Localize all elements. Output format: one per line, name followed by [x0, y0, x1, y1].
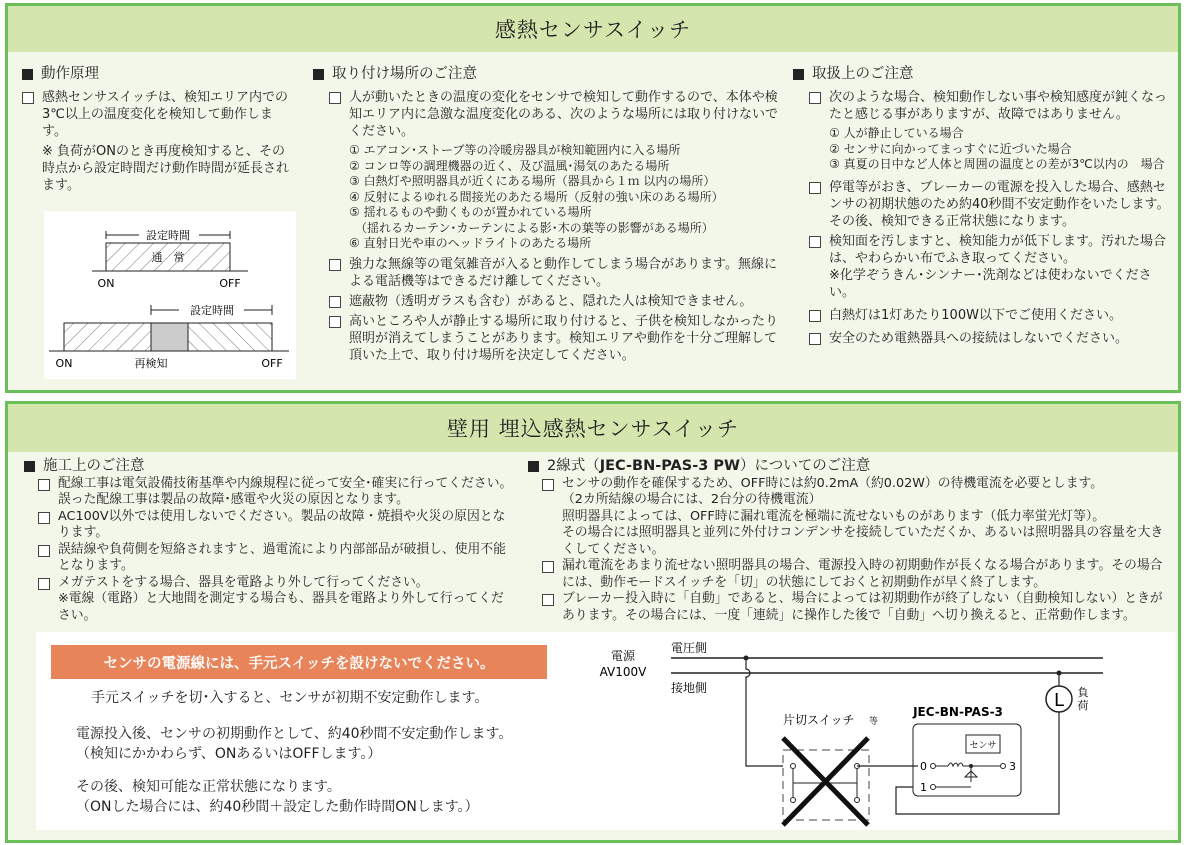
- timing-chart-diagram: [44, 211, 296, 379]
- normal-label: 通 常: [151, 251, 185, 264]
- item-text: 安全のため電熱器具への接続はしないでください。: [829, 330, 1129, 346]
- item-line: 照明器具によっては、OFF時に漏れ電流を極端に流せないものがあります（低力率蛍光灯等）。: [562, 508, 1106, 524]
- load-label: 負: [1077, 686, 1089, 699]
- bullet-square-icon: [793, 69, 804, 80]
- checkbox-icon: [22, 92, 34, 104]
- set-time-label: 設定時間: [190, 304, 234, 317]
- sub-item: ① エアコン･ストーブ等の冷暖房器具が検知範囲内に入る場所: [349, 143, 681, 157]
- switch-label: 片切スイッチ: [783, 713, 855, 727]
- bullet-square-icon: [528, 461, 539, 472]
- sub-item: （揺れるカーテン･カーテンによる影･木の葉等の影響がある場所）: [349, 220, 714, 235]
- checkbox-icon: [329, 92, 341, 104]
- checkbox-icon: [809, 182, 821, 194]
- bullet-square-icon: [22, 69, 33, 80]
- item-text: メガテストをする場合、器具を電路より外して行ってください。: [58, 574, 429, 590]
- on-label: ON: [55, 357, 73, 370]
- warning-line: 電源投入後、センサの初期動作として、約40秒間不安定動作します。: [76, 726, 513, 742]
- item-text: AC100V以外では使用しないでください。製品の故障・焼損や火災の原因となります。: [58, 508, 506, 540]
- item-text: 誤結線や負荷側を短絡されますと、過電流により内部部品が破損し、使用不能となります。: [58, 541, 506, 573]
- hot-side-label: 電圧側: [671, 641, 708, 655]
- item-text: 感熱センサスイッチは、検知エリア内での3℃以上の温度変化を検知して動作します。: [42, 90, 288, 139]
- item-text: センサの動作を確保するため、OFF時には約0.2mA（約0.02W）の待機電流を必要とします。: [562, 475, 1104, 491]
- sub-item: ② コンロ等の調理機器の近く、及び温風･湯気のあたる場所: [349, 158, 670, 173]
- item-text: ブレーカー投入時に「自動」であると、場合によっては初期動作が終了しない（自動検知しない）ときがあります。その場合には、一度「連続」に操作した後で「自動」へ切り換えると、正常動作します。: [562, 591, 1163, 623]
- set-time-label: 設定時間: [146, 229, 190, 242]
- item-text: 配線工事は電気設備技術基準や内線規程に従って安全･確実に行ってください。誤った配線工事は製品の故障･感電や火災の原因となります。: [58, 475, 513, 507]
- on-label: ON: [97, 277, 115, 290]
- section-heading-suffix: ）についてのご注意: [739, 458, 871, 474]
- checkbox-icon: [542, 561, 554, 573]
- off-label: OFF: [261, 357, 283, 370]
- terminal-3: 3: [1009, 760, 1016, 773]
- sub-item: ③ 真夏の日中など人体と周囲の温度との差が3℃以内の 場合: [829, 157, 1165, 171]
- checkbox-icon: [329, 259, 341, 271]
- section-heading: 取扱上のご注意: [812, 66, 914, 82]
- checkbox-icon: [809, 333, 821, 345]
- ground-side-label: 接地側: [671, 681, 708, 695]
- checkbox-icon: [809, 92, 821, 104]
- item-text: 強力な無線等の電気雑音が入ると動作してしまう場合があります。無線による電話機等はできるだけ離してください。: [349, 256, 777, 289]
- warning-line: （ONした場合には、約40秒間＋設定した動作時間ONします。）: [76, 799, 479, 815]
- construction-precautions-section: [24, 458, 514, 624]
- checkbox-icon: [38, 545, 50, 557]
- item-line: その場合には照明器具と並列に外付けコンデンサを接続していただくか、あるいは照明器具の容量を大きくしてください。: [562, 525, 1164, 557]
- power-label: 電源: [610, 649, 636, 663]
- warning-line: その後、検知可能な正常状態になります。: [76, 779, 341, 795]
- item-text: 人が動いたときの温度の変化をセンサで検知して動作するので、本体や検知エリア内に急激な温度変化のある、次のような場所には取り付けないでください。: [349, 90, 779, 139]
- warning-and-wiring-box: [36, 632, 1176, 830]
- two-wire-precautions-section: [528, 458, 1173, 624]
- sub-item: ① 人が静止している場合: [829, 126, 964, 140]
- section-heading: 施工上のご注意: [43, 458, 145, 474]
- wiring-diagram: [593, 632, 1133, 832]
- item-text: 高いところや人が静止する場所に取り付けると、子供を検知しなかったり照明が消えてしまうことがあります。検知エリアや動作を十分ご理解して頂いた上で、取り付け場所を決定してください。: [349, 313, 779, 363]
- installation-location-section: [313, 66, 783, 367]
- terminal-1: 1: [920, 781, 927, 794]
- redetect-label: 再検知: [134, 357, 168, 370]
- item-text: 漏れ電流をあまり流せない照明器具の場合、電源投入時の初期動作が長くなる場合があります。その場合には、動作モードスイッチを「切」の状態にしておくと初期動作が早く終了します。: [562, 558, 1163, 590]
- warning-banner: センサの電源線には、手元スイッチを設けないでください。: [51, 645, 547, 679]
- checkbox-icon: [809, 236, 821, 248]
- sub-item: ③ 白熱灯や照明器具が近くにある場所（器具から１ｍ 以内の場所）: [349, 174, 716, 188]
- item-text: 白熱灯は1灯あたり100W以下でご使用ください。: [829, 307, 1122, 323]
- switch-suffix: 等: [869, 717, 879, 727]
- model-number: JEC-BN-PAS-3 PW: [599, 458, 740, 474]
- note-text: ※電線（電路）と大地間を測定する場合も、器具を電路より外して行ってください。: [58, 591, 504, 623]
- checkbox-icon: [329, 316, 341, 328]
- sensor-label: センサ: [969, 741, 997, 751]
- section-heading: 取り付け場所のご注意: [332, 66, 477, 82]
- checkbox-icon: [38, 479, 50, 491]
- off-label: OFF: [219, 277, 241, 290]
- item-text: 停電等がおき、ブレーカーの電源を投入した場合、感熱センサの初期状態のため約40秒間不安定動作をいたします。その後、検知できる正常状態になります。: [829, 179, 1170, 229]
- operation-principle-section: [22, 66, 297, 370]
- load-symbol: L: [1053, 690, 1065, 711]
- checkbox-icon: [38, 512, 50, 524]
- sub-item: ④ 反射によるゆれる間接光のあたる場所（反射の強い床のある場所）: [349, 189, 724, 204]
- warning-line: 手元スイッチを切･入すると、センサが初期不安定動作します。: [91, 690, 489, 706]
- note-text: ※ 負荷がONのとき再度検知すると、その時点から設定時間だけ動作時間が延長されます。: [42, 144, 290, 193]
- panel-title: 感熱センサスイッチ: [8, 6, 1178, 52]
- checkbox-icon: [542, 479, 554, 491]
- sub-item: ⑤ 揺れるものや動くものが置かれている場所: [349, 205, 592, 219]
- wall-embedded-sensor-switch-panel: [5, 401, 1181, 843]
- load-label: 荷: [1077, 699, 1089, 712]
- section-heading: 動作原理: [41, 66, 99, 82]
- voltage-label: AV100V: [599, 665, 647, 679]
- item-text: 次のような場合、検知動作しない事や検知感度が鈍くなったと感じる事がありますが、故障ではありません。: [829, 90, 1168, 122]
- checkbox-icon: [809, 310, 821, 322]
- checkbox-icon: [542, 594, 554, 606]
- sub-item: ⑥ 直射日光や車のヘッドライトのあたる場所: [349, 236, 592, 250]
- warning-line: （検知にかかわらず、ONあるいはOFFします。）: [76, 746, 382, 762]
- note-text: ※化学ぞうきん･シンナー･洗剤などは使わないでください。: [829, 267, 1152, 300]
- terminal-0: 0: [920, 760, 927, 773]
- handling-precautions-section: [793, 66, 1173, 350]
- section-heading-prefix: 2線式（: [547, 458, 600, 474]
- heat-sensor-switch-panel: [5, 3, 1181, 393]
- bullet-square-icon: [24, 461, 35, 472]
- item-text: 遮蔽物（透明ガラスも含む）があると、隠れた人は検知できません。: [349, 293, 753, 309]
- checkbox-icon: [329, 296, 341, 308]
- bullet-square-icon: [313, 69, 324, 80]
- checkbox-icon: [38, 578, 50, 590]
- panel-title: 壁用 埋込感熱センサスイッチ: [8, 404, 1178, 452]
- item-line: （2カ所結線の場合には、2台分の待機電流）: [562, 492, 822, 507]
- item-text: 検知面を汚しますと、検知能力が低下します。汚れた場合は、やわらかい布でふき取ってください。: [829, 233, 1166, 266]
- model-label: JEC-BN-PAS-3: [913, 705, 1003, 719]
- sub-item: ② センサに向かってまっすぐに近づいた場合: [829, 141, 1072, 156]
